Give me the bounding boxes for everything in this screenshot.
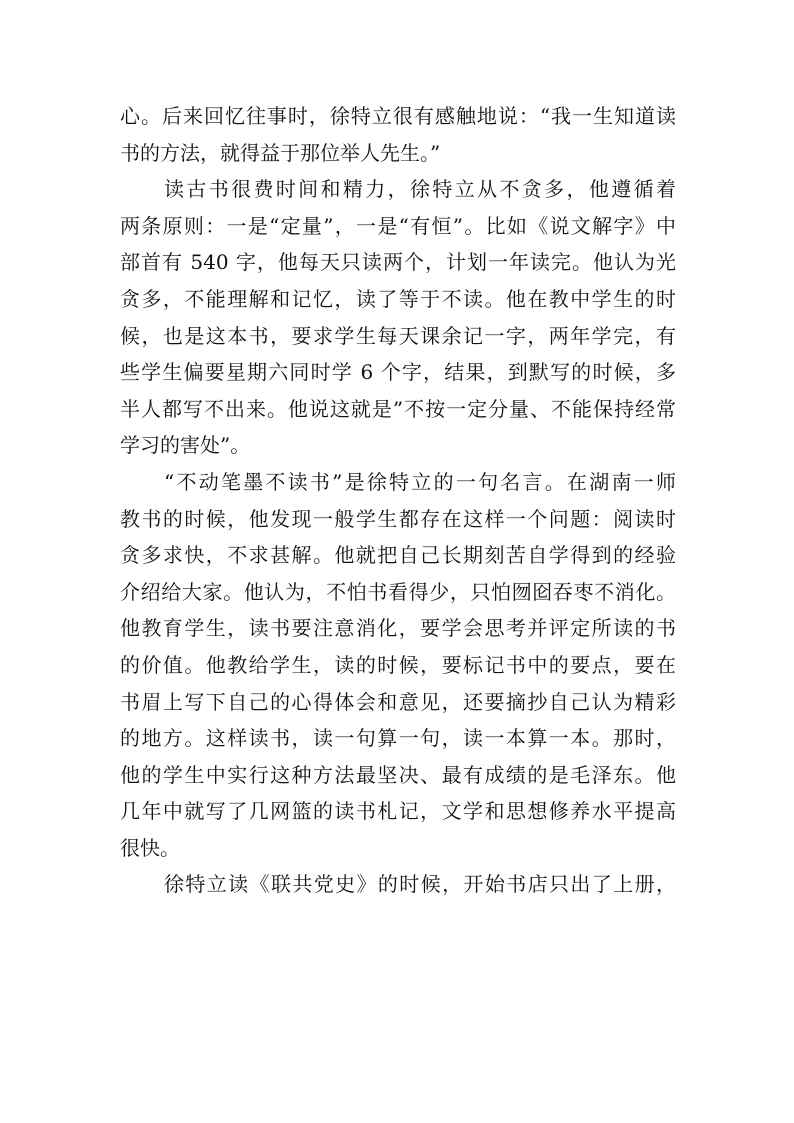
text-line: 贪多，不能理解和记忆，读了等于不读。他在教中学生的时 (120, 286, 676, 311)
text-line: 半人都写不出来。他说这就是”不按一定分量、不能保持经常 (120, 396, 676, 421)
text-line: 候，也是这本书，要求学生每天课余记一字，两年学完，有 (120, 323, 676, 348)
text-line: 读古书很费时间和精力，徐特立从不贪多，他遵循着 (164, 177, 676, 202)
text-line: 几年中就写了几网篮的读书札记，文学和思想修养水平提高 (120, 799, 676, 824)
paragraph-2 (120, 171, 676, 464)
text-line: 些学生偏要星期六同时学 6 个字，结果，到默写的时候，多 (120, 360, 676, 385)
text-line: 介绍给大家。他认为，不怕书看得少，只怕囫囵吞枣不消化。 (120, 579, 676, 604)
text-line: 学习的害处”。 (120, 433, 251, 458)
paragraph-4 (120, 866, 676, 903)
text-line: 很快。 (120, 835, 180, 860)
text-line: 的地方。这样读书，读一句算一句，读一本算一本。那时， (120, 726, 676, 751)
text-line: 他的学生中实行这种方法最坚决、最有成绩的是毛泽东。他 (120, 762, 676, 787)
text-line: 心。后来回忆往事时，徐特立很有感触地说：“我一生知道读 (120, 104, 676, 128)
text-line: 部首有 540 字，他每天只读两个，计划一年读完。他认为光 (120, 250, 676, 275)
text-line: 贪多求快，不求甚解。他就把自己长期刻苦自学得到的经验 (120, 543, 676, 568)
text-line: “不动笔墨不读书”是徐特立的一句名言。在湖南一师 (164, 469, 676, 494)
text-line: 两条原则：一是“定量”，一是“有恒”。比如《说文解字》中 (120, 213, 676, 238)
paragraph-1 (120, 98, 676, 171)
text-line: 他教育学生，读书要注意消化，要学会思考并评定所读的书 (120, 616, 676, 641)
text-line: 书眉上写下自己的心得体会和意见，还要摘抄自己认为精彩 (120, 689, 676, 714)
text-line: 书的方法，就得益于那位举人先生。” (120, 140, 441, 165)
paragraph-3 (120, 464, 676, 867)
text-line: 徐特立读《联共党史》的时候，开始书店只出了上册， (164, 872, 676, 897)
text-line: 教书的时候，他发现一般学生都存在这样一个问题：阅读时 (120, 506, 676, 531)
text-line: 的价值。他教给学生，读的时候，要标记书中的要点，要在 (120, 652, 676, 677)
body-text (120, 98, 676, 903)
